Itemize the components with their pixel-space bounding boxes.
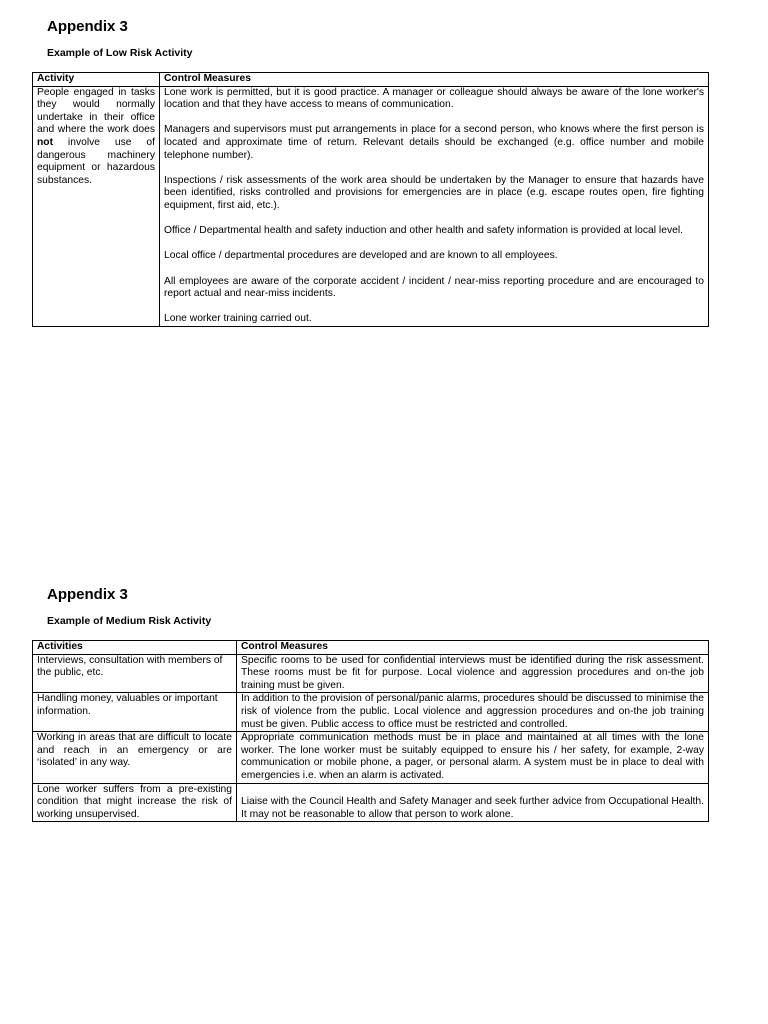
control-measures-cell: In addition to the provision of personal/panic alarms, procedures should be discussed to minimise the risk of violence from the public. Local violence and aggression procedures and on-the job training must be given. Public access to office must be restricted and controlled. xyxy=(237,693,709,732)
table-row xyxy=(33,654,709,693)
control-measure: Managers and supervisors must put arrangements in place for a second person, who knows where the first person is located and approximate time of return. Relevant details should be exchanged (e.g. office number and mobile telephone number). xyxy=(164,124,704,161)
table-row xyxy=(33,86,709,326)
medium-risk-table xyxy=(32,640,709,822)
control-measure: Office / Departmental health and safety induction and other health and safety information is provided at local level. xyxy=(164,225,683,237)
appendix-title: Appendix 3 xyxy=(47,18,128,35)
header-control-measures: Control Measures xyxy=(160,73,709,87)
control-measures-cell xyxy=(160,86,709,326)
header-activity: Activity xyxy=(33,73,160,87)
control-measure: Local office / departmental procedures are developed and are known to all employees. xyxy=(164,250,558,262)
low-risk-subtitle: Example of Low Risk Activity xyxy=(47,47,193,59)
activity-cell: Handling money, valuables or important information. xyxy=(33,693,237,732)
table-header-row xyxy=(33,641,709,655)
appendix-title: Appendix 3 xyxy=(47,586,128,603)
low-risk-section xyxy=(32,16,708,327)
control-measures-cell: Liaise with the Council Health and Safety Manager and seek further advice from Occupational Health. It may not be reasonable to allow that person to work alone. xyxy=(237,783,709,822)
low-risk-table xyxy=(32,72,709,327)
activity-cell: People engaged in tasks they would normally undertake in their office and where the work does not involve use of dangerous machinery equipment or hazardous substances. xyxy=(33,86,160,326)
emphasis-not: not xyxy=(37,136,54,148)
table-row xyxy=(33,732,709,783)
activity-cell: Interviews, consultation with members of the public, etc. xyxy=(33,654,237,693)
activity-cell: Lone worker suffers from a pre-existing condition that might increase the risk of working unsupervised. xyxy=(33,783,237,822)
table-row xyxy=(33,783,709,822)
control-measure: Lone work is permitted, but it is good practice. A manager or colleague should always be aware of the lone worker's location and that they have access to means of communication. xyxy=(164,86,704,111)
header-control-measures: Control Measures xyxy=(237,641,709,655)
control-measure: Inspections / risk assessments of the work area should be undertaken by the Manager to ensure that hazards have been identified, risks controlled and provisions for emergencies are in place (e.g. escape routes open, fire fighting equipment, first aid, etc.). xyxy=(164,174,704,211)
medium-risk-subtitle: Example of Medium Risk Activity xyxy=(47,615,212,627)
table-header-row xyxy=(33,73,709,87)
activity-cell: Working in areas that are difficult to locate and reach in an emergency or are ‘isolated’ in any way. xyxy=(33,732,237,783)
medium-risk-section xyxy=(32,584,708,822)
header-activities: Activities xyxy=(33,641,237,655)
control-measure: All employees are aware of the corporate accident / incident / near-miss reporting procedure and are encouraged to report actual and near-miss incidents. xyxy=(164,275,704,300)
control-measure: Lone worker training carried out. xyxy=(164,313,312,325)
control-measures-cell: Appropriate communication methods must be in place and maintained at all times with the lone worker. The lone worker must be suitably equipped to ensure his / her safety, for example, 2-way communication or mobile phone, a pager, or personal alarm. A system must be in place to deal with emergencies i.e. when an alarm is activated. xyxy=(237,732,709,783)
control-measures-cell: Specific rooms to be used for confidential interviews must be identified during the risk assessment. These rooms must be fit for purpose. Local violence and aggression procedures and on-the job training must be given. xyxy=(237,654,709,693)
table-row xyxy=(33,693,709,732)
